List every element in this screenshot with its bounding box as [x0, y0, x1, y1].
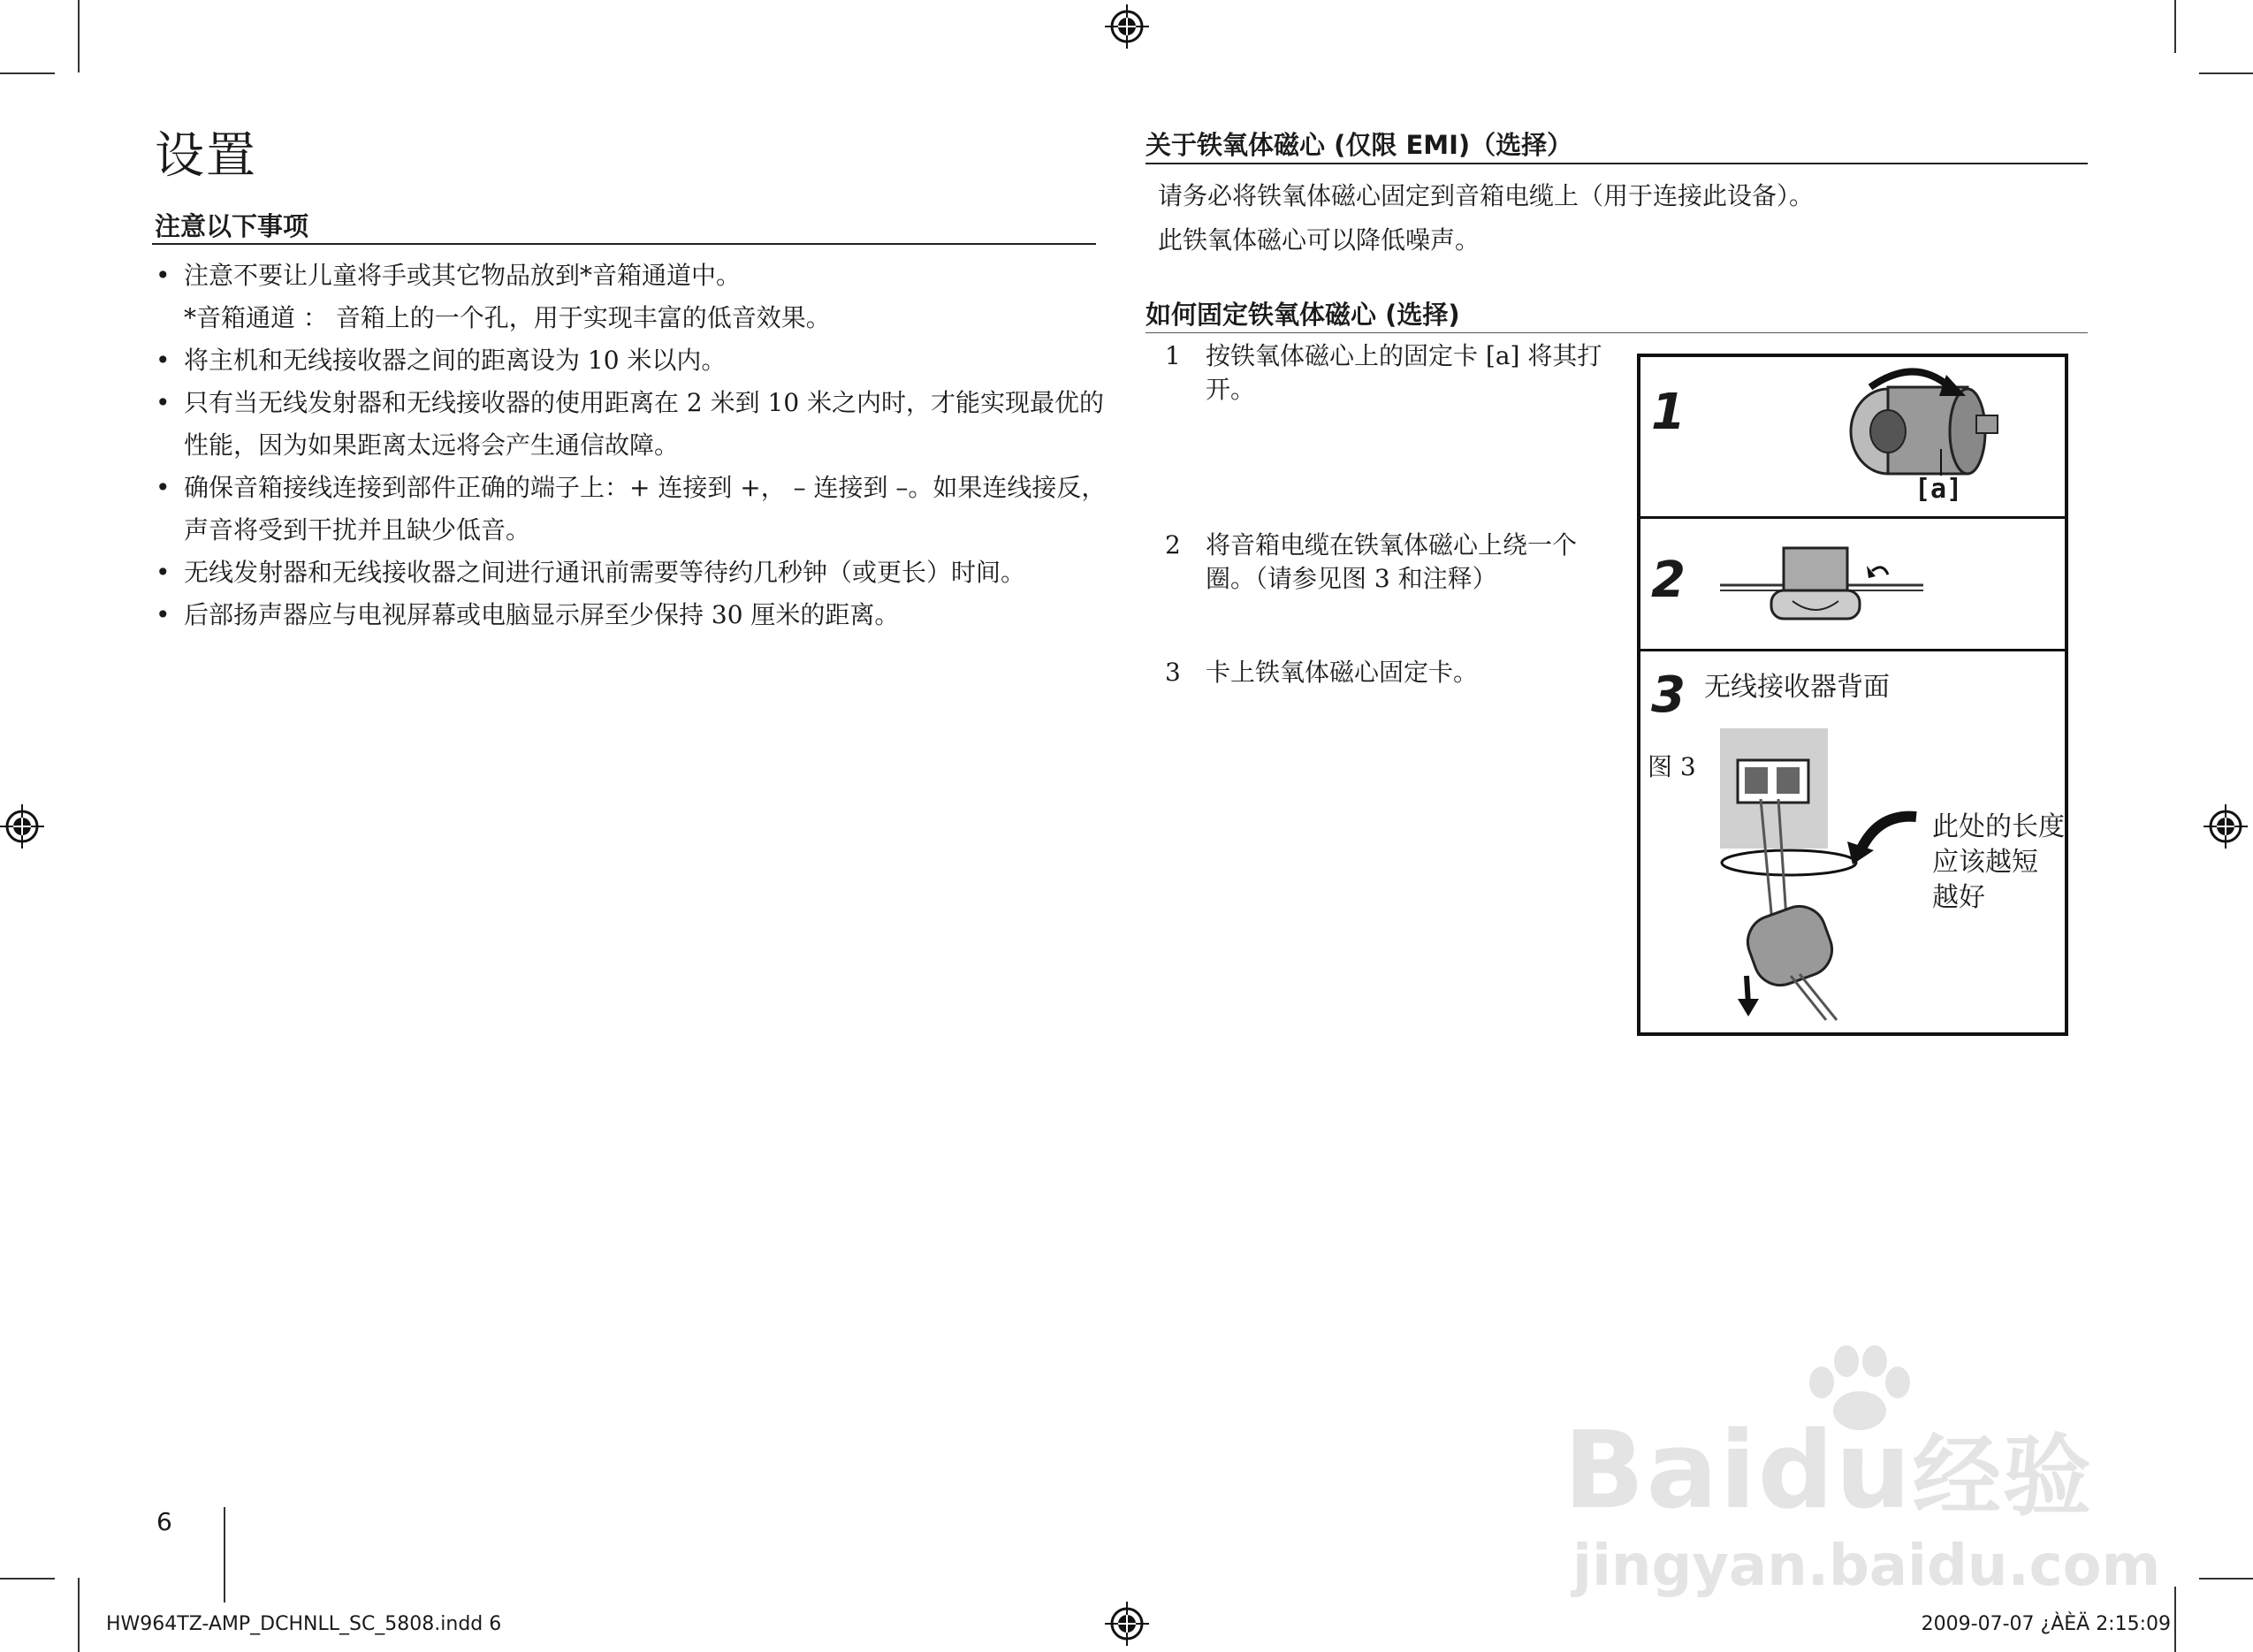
panel3-title: 无线接收器背面	[1704, 672, 1890, 703]
panel-number: 1	[1651, 384, 1686, 441]
panel-number: 2	[1651, 552, 1686, 609]
cable-loop-illustration	[1720, 530, 1923, 636]
ferrite-paragraph-2: 此铁氧体磁心可以降低噪声。	[1158, 225, 1480, 255]
footer-filename: HW964TZ-AMP_DCHNLL_SC_5808.indd 6	[106, 1613, 502, 1635]
list-item: • 确保音箱接线连接到部件正确的端子上：+ 连接到 +， – 连接到 –。如果连线接反，声音将受到干扰并且缺少低音。	[152, 467, 1107, 552]
registration-mark-icon	[1105, 1602, 1149, 1646]
section-heading-precautions: 注意以下事项	[155, 211, 309, 241]
crop-mark	[2199, 72, 2253, 74]
note-line: 越好	[1932, 882, 1985, 913]
crop-mark	[0, 1578, 55, 1580]
step-text: 按铁氧体磁心上的固定卡 [a] 将其打开。	[1206, 341, 1602, 404]
watermark-url: jingyan.baidu.com	[1572, 1534, 2161, 1599]
watermark-text: 经验	[1912, 1425, 2093, 1528]
list-item: • 后部扬声器应与电视屏幕或电脑显示屏至少保持 30 厘米的距离。	[152, 594, 1107, 636]
crop-mark	[2174, 1587, 2176, 1652]
note-line: 此处的长度	[1932, 811, 2065, 842]
panel-divider	[1640, 649, 2065, 651]
ferrite-paragraph-1: 请务必将铁氧体磁心固定到音箱电缆上（用于连接此设备）。	[1158, 181, 1815, 210]
length-note	[1932, 810, 2065, 916]
page-title: 设置	[155, 127, 257, 185]
precautions-list	[152, 255, 1107, 636]
panel-divider	[1640, 516, 2065, 519]
arrow-icon	[1844, 806, 1923, 868]
step-number: 3	[1165, 658, 1181, 687]
crop-mark	[2199, 1578, 2253, 1580]
receiver-back-illustration	[1711, 728, 1914, 1029]
registration-mark-icon	[1105, 4, 1149, 49]
list-item: • 注意不要让儿童将手或其它物品放到*音箱通道中。	[152, 255, 1107, 297]
baidu-watermark-logo	[1564, 1344, 2161, 1609]
watermark-text: Bai	[1564, 1410, 1758, 1533]
section-rule	[152, 243, 1096, 245]
list-item: • 将主机和无线接收器之间的距离设为 10 米以内。	[152, 339, 1107, 382]
step-text: 卡上铁氧体磁心固定卡。	[1206, 658, 1479, 687]
watermark-text: du	[1757, 1410, 1913, 1533]
page-number: 6	[156, 1507, 172, 1536]
registration-mark-icon	[2204, 804, 2248, 849]
list-item: • 只有当无线发射器和无线接收器的使用距离在 2 米到 10 米之内时，才能实现最优的性能，因为如果距离太远将会产生通信故障。	[152, 382, 1107, 467]
crop-mark	[2174, 0, 2176, 53]
step-text: 将音箱电缆在铁氧体磁心上绕一个圈。（请参见图 3 和注释）	[1206, 530, 1578, 593]
panel-number: 3	[1651, 666, 1686, 724]
section-heading-ferrite: 关于铁氧体磁心 (仅限 EMI)（选择）	[1146, 130, 1573, 160]
list-item-footnote: *音箱通道 ： 音箱上的一个孔，用于实现丰富的低音效果。	[184, 303, 831, 332]
note-line: 应该越短	[1932, 847, 2038, 878]
page-number-rule	[224, 1507, 225, 1603]
ferrite-core-figure	[1637, 354, 2068, 1036]
figure-label: 图 3	[1648, 752, 1696, 781]
step-number: 1	[1165, 341, 1181, 370]
list-item: • 无线发射器和无线接收器之间进行通讯前需要等待约几秒钟（或更长）时间。	[152, 552, 1107, 594]
registration-mark-icon	[0, 804, 44, 849]
crop-mark	[78, 0, 80, 72]
crop-mark	[0, 72, 55, 74]
clip-label: [a]	[1914, 474, 1963, 505]
footer-timestamp: 2009-07-07 ¿ÀÈÄ 2:15:09	[1921, 1613, 2171, 1635]
step-number: 2	[1165, 530, 1181, 560]
section-rule	[1146, 163, 2088, 164]
crop-mark	[78, 1578, 80, 1652]
section-rule	[1146, 332, 2088, 333]
section-heading-attach: 如何固定铁氧体磁心 (选择)	[1146, 300, 1460, 330]
